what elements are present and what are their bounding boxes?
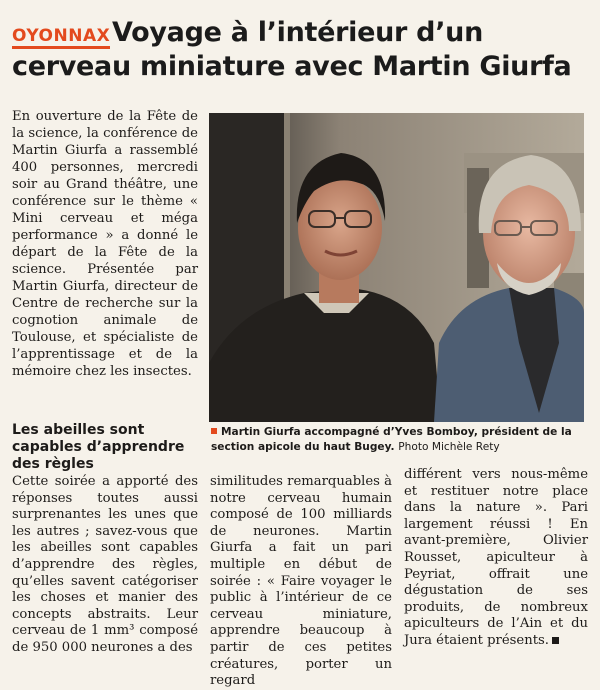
body-column-3	[404, 467, 588, 650]
article-headline	[12, 16, 592, 84]
body-column-2	[210, 474, 392, 690]
intro-paragraph	[12, 108, 198, 380]
photo-credit: Photo Michèle Rety	[398, 441, 500, 453]
column-2-text: similitudes remarquables à notre cerveau humain composé de 100 milliards de neurones. Martin Giurfa a fait un pari multiple en début de soirée : « Faire voyager le public à l’intérieur de ce cerveau miniature, apprendre beaucoup à partir de ces petites créatures, porter un regard	[210, 474, 393, 689]
photo-illustration	[209, 113, 584, 422]
column-1-text: Cette soirée a apporté des réponses toutes aussi surprenantes les unes que les autres ; savez-vous que les abeilles sont capables d’apprendre des règles, qu’elles savent catégoriser les choses et manier des concepts abstraits. Leur cerveau de 1 mm³ composé de 950 000 neurones a des	[12, 474, 198, 655]
caption-text: Martin Giurfa accompagné d’Yves Bomboy, président de la section apicole du haut Bugey.	[211, 426, 572, 453]
section-kicker: OYONNAX	[12, 26, 110, 49]
body-column-1	[12, 474, 198, 657]
caption-marker	[211, 428, 217, 434]
column-3-text: différent vers nous-même et restituer notre place dans la nature ». Pari largement réussi ! En avant-première, Olivier Rousset, apiculteur à Peyriat, offrait une dégustation de ses produits, de nombreux apiculteurs de l’Ain et du Jura étaient présents.	[404, 467, 588, 648]
headline-text: Voyage à l’intérieur d’un cerveau miniature avec Martin Giurfa	[12, 17, 572, 82]
article-subheading: Les abeilles sont capables d’apprendre des règles	[12, 422, 185, 472]
end-of-article-marker	[552, 637, 559, 644]
intro-text: En ouverture de la Fête de la science, la conférence de Martin Giurfa a rassemblé 400 personnes, mercredi soir au Grand théâtre, une conférence sur le thème « Mini cerveau et méga performance » a donné le départ de la Fête de la science. Présentée par Martin Giurfa, directeur de Centre de recherche sur la cognotion animale de Toulouse, et spécialiste de l’apprentissage et de la mémoire chez les insectes.	[12, 109, 198, 379]
photo-caption	[211, 425, 589, 455]
article-photo	[209, 113, 584, 422]
